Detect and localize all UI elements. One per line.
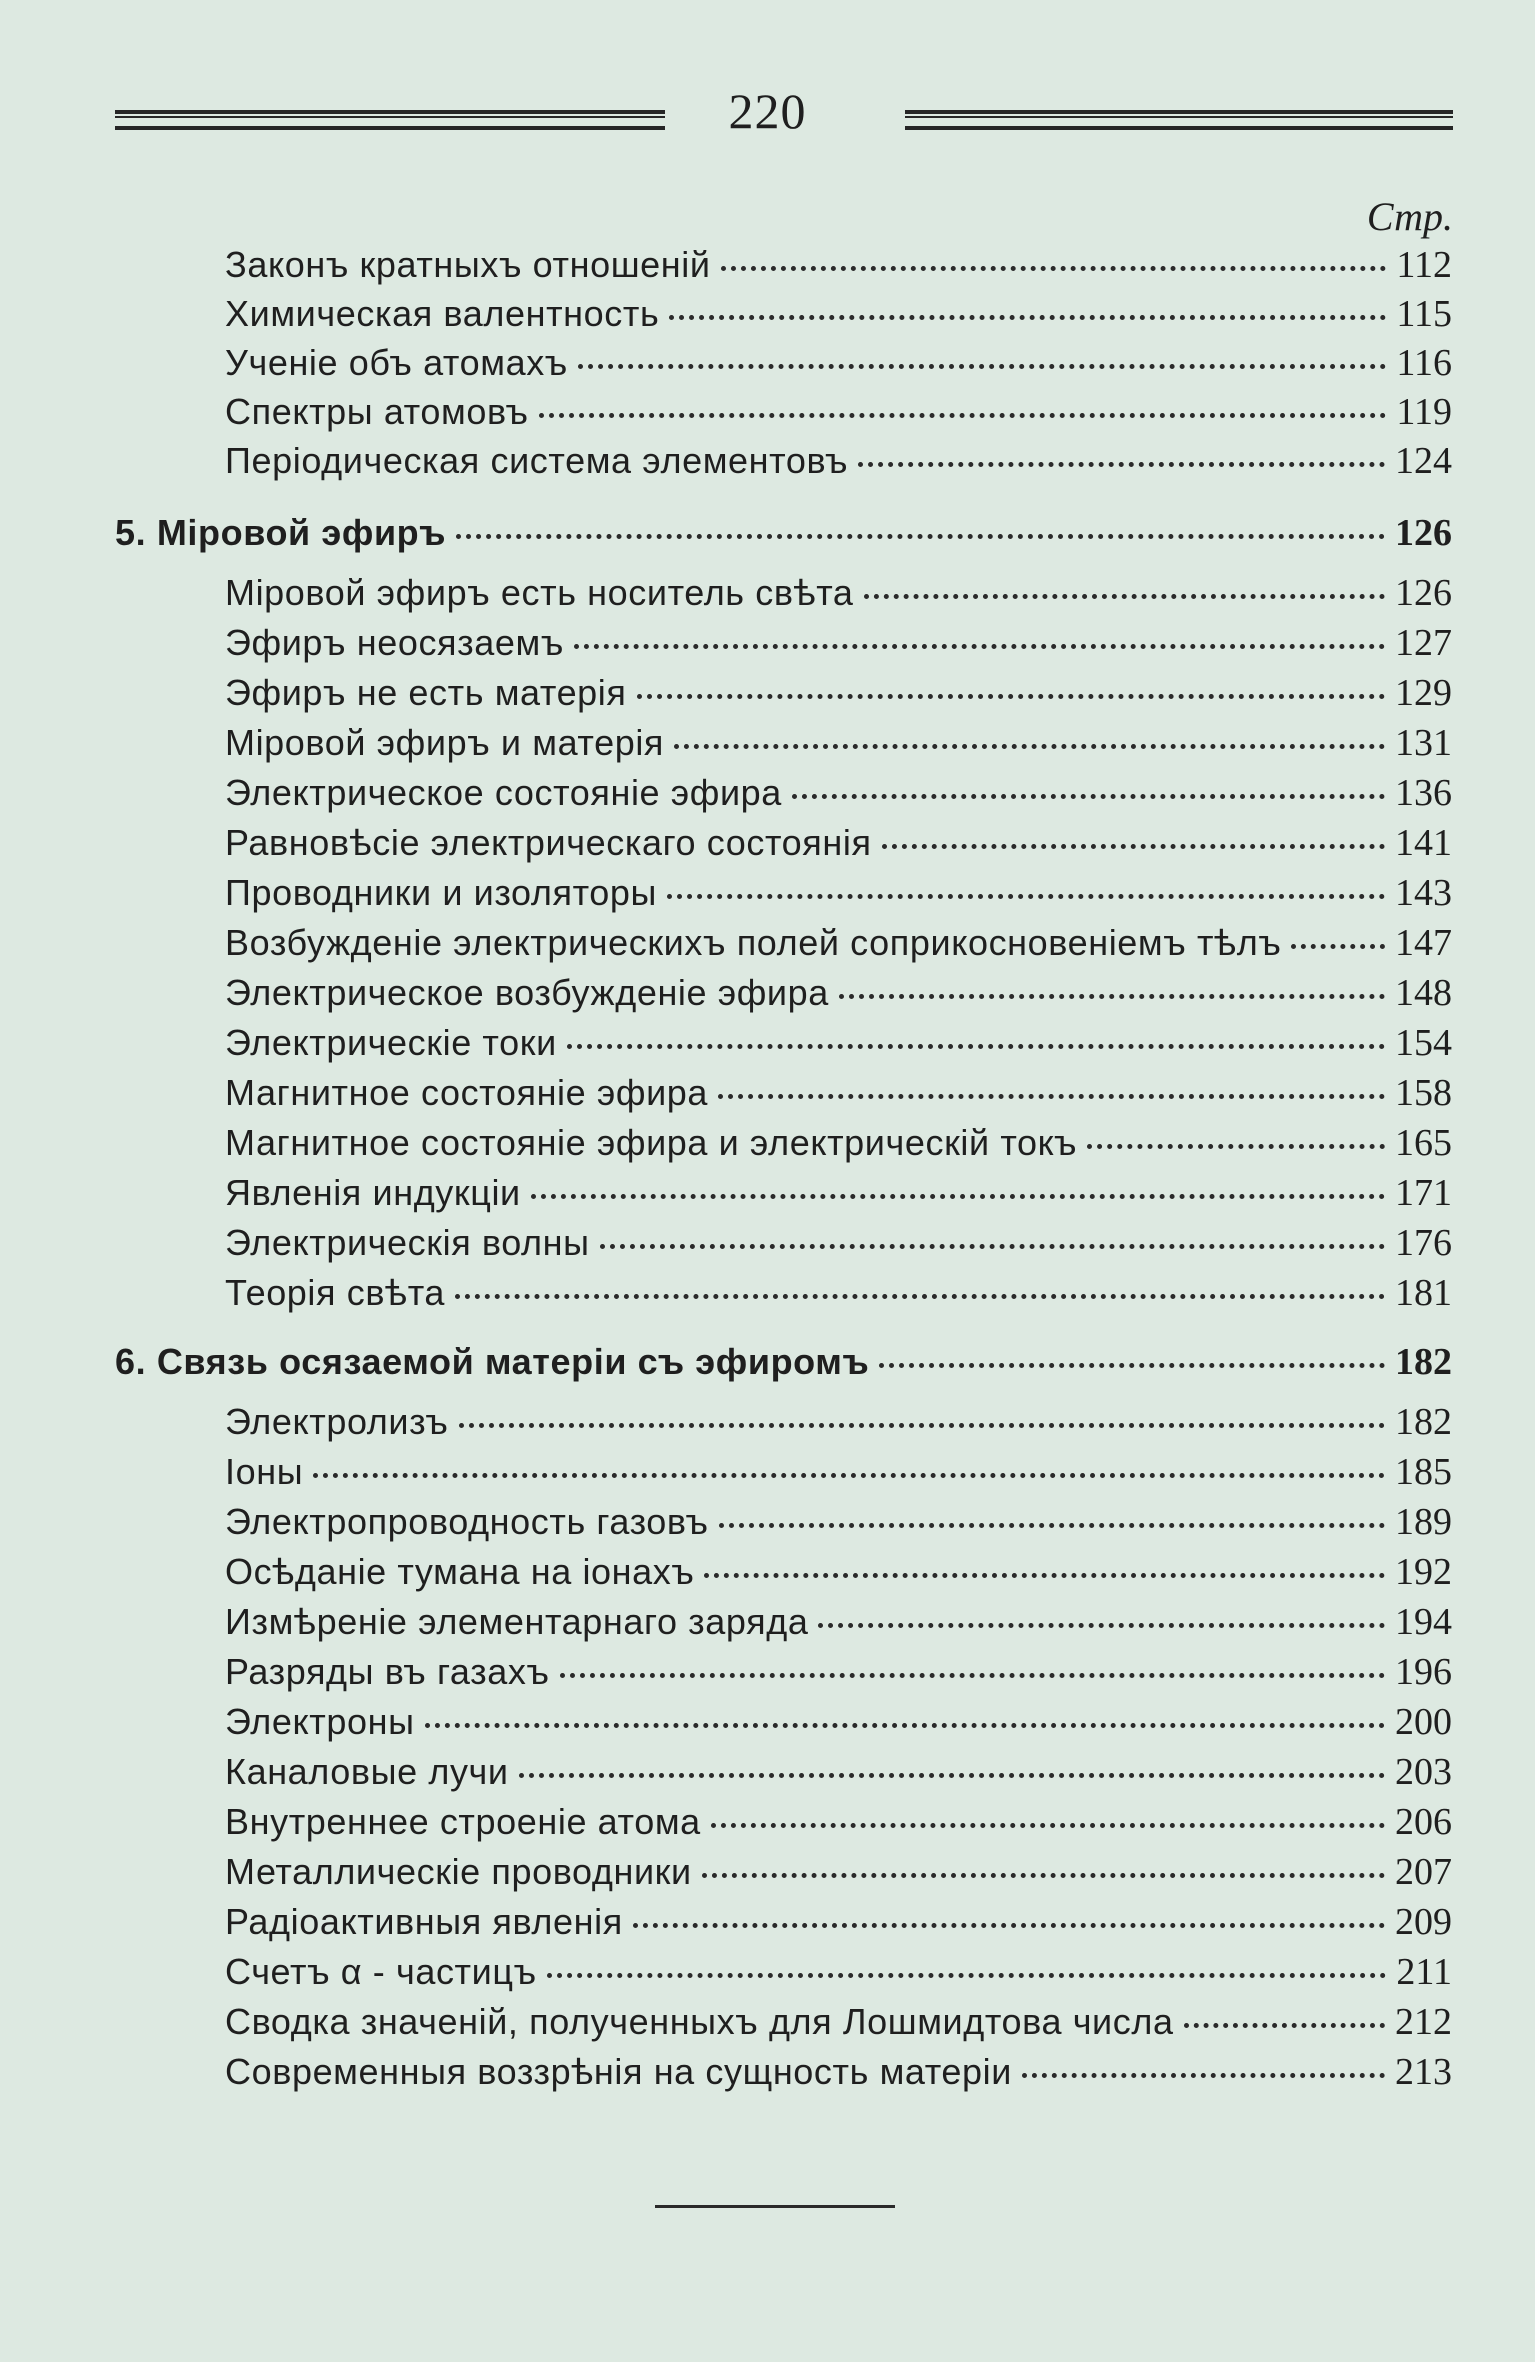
leader-dots (578, 364, 1387, 369)
leader-dots (574, 644, 1385, 649)
toc-entry (225, 1121, 1452, 1165)
entry-page: 119 (1396, 391, 1452, 433)
entry-page: 211 (1396, 1951, 1452, 1993)
leader-dots (1022, 2073, 1385, 2078)
section-page: 126 (1395, 512, 1452, 554)
leader-dots (567, 1044, 1385, 1049)
toc-entry (225, 1600, 1452, 1644)
entry-title: Міровой эфиръ есть носитель свѣта (225, 572, 854, 613)
toc-entry (225, 2000, 1452, 2044)
entry-page: 143 (1395, 872, 1452, 914)
entry-title: Магнитное состояніе эфира (225, 1072, 709, 1113)
toc-entry (225, 871, 1452, 915)
entry-title: Электроны (225, 1701, 415, 1742)
leader-dots (792, 794, 1385, 799)
entry-page: 147 (1395, 922, 1452, 964)
entry-title: Іоны (225, 1451, 304, 1492)
leader-dots (858, 462, 1385, 467)
toc-section-heading (115, 511, 1452, 555)
leader-dots (519, 1773, 1385, 1778)
page-column-label: Стр. (1366, 194, 1453, 239)
toc-entry (225, 1500, 1452, 1544)
toc-entry (225, 1550, 1452, 1594)
leader-dots (455, 1294, 1385, 1299)
entry-page: 141 (1395, 822, 1452, 864)
leader-dots (539, 413, 1387, 418)
leader-dots (839, 994, 1385, 999)
entry-page: 207 (1395, 1851, 1452, 1893)
leader-dots (669, 315, 1386, 320)
entry-page: 206 (1395, 1801, 1452, 1843)
entry-title: Каналовые лучи (225, 1751, 509, 1792)
toc-entry (225, 771, 1452, 815)
leader-dots (882, 844, 1385, 849)
toc-entry (225, 1750, 1452, 1794)
toc-entry (225, 671, 1452, 715)
entry-title: Возбужденіе электрическихъ полей соприкосновеніемъ тѣлъ (225, 922, 1282, 963)
leader-dots (1087, 1144, 1385, 1149)
toc-entry (225, 1800, 1452, 1844)
entry-title: Сводка значеній, полученныхъ для Лошмидтова числа (225, 2001, 1174, 2042)
leader-dots (531, 1194, 1385, 1199)
toc-entry (225, 1850, 1452, 1894)
entry-page: 165 (1395, 1122, 1452, 1164)
leader-dots (818, 1623, 1385, 1628)
toc-entry (225, 571, 1452, 615)
entry-title: Осѣданіе тумана на іонахъ (225, 1551, 695, 1592)
toc-entry (225, 243, 1452, 287)
entry-page: 158 (1395, 1072, 1452, 1114)
toc-entry (225, 921, 1452, 965)
leader-dots (560, 1673, 1385, 1678)
toc-entry (225, 390, 1452, 434)
entry-title: Разряды въ газахъ (225, 1651, 550, 1692)
entry-page: 176 (1395, 1222, 1452, 1264)
entry-page: 212 (1395, 2001, 1452, 2043)
entry-page: 203 (1395, 1751, 1452, 1793)
entry-page: 171 (1395, 1172, 1452, 1214)
entry-page: 185 (1395, 1451, 1452, 1493)
toc-entry (225, 1950, 1452, 1994)
leader-dots (547, 1973, 1387, 1978)
entry-page: 213 (1395, 2051, 1452, 2093)
entry-page: 136 (1395, 772, 1452, 814)
leader-dots (879, 1363, 1385, 1368)
entry-page: 116 (1396, 342, 1452, 384)
entry-page: 131 (1395, 722, 1452, 764)
entry-page: 154 (1395, 1022, 1452, 1064)
leader-dots (637, 694, 1386, 699)
toc-entry (225, 821, 1452, 865)
entry-title: Электрическіе токи (225, 1022, 557, 1063)
entry-title: Законъ кратныхъ отношеній (225, 244, 711, 285)
entry-page: 200 (1395, 1701, 1452, 1743)
entry-title: Міровой эфиръ и матерія (225, 722, 665, 763)
leader-dots (719, 1523, 1385, 1528)
leader-dots (633, 1923, 1385, 1928)
toc-entry (225, 1171, 1452, 1215)
entry-page: 115 (1396, 293, 1452, 335)
toc-entry (225, 439, 1452, 483)
toc-entry (225, 1221, 1452, 1265)
closing-rule (655, 2205, 895, 2208)
entry-page: 196 (1395, 1651, 1452, 1693)
entry-page: 189 (1395, 1501, 1452, 1543)
leader-dots (459, 1423, 1385, 1428)
toc-entry (225, 1271, 1452, 1315)
entry-title: Металлическіе проводники (225, 1851, 692, 1892)
entry-page: 126 (1395, 572, 1452, 614)
entry-title: Электропроводность газовъ (225, 1501, 709, 1542)
entry-title: Электрическое состояніе эфира (225, 772, 782, 813)
leader-dots (864, 594, 1385, 599)
entry-title: Эфиръ неосязаемъ (225, 622, 564, 663)
entry-page: 148 (1395, 972, 1452, 1014)
section-page: 182 (1395, 1341, 1452, 1383)
toc-entry (225, 1021, 1452, 1065)
toc-entry (225, 1450, 1452, 1494)
toc-entry (225, 721, 1452, 765)
toc-entry (225, 1071, 1452, 1115)
toc-section-heading (115, 1340, 1452, 1384)
entry-page: 124 (1395, 440, 1452, 482)
leader-dots (702, 1873, 1385, 1878)
toc-entry (225, 1400, 1452, 1444)
section-title: 5. Міровой эфиръ (115, 512, 447, 553)
entry-title: Электролизъ (225, 1401, 449, 1442)
entry-title: Счетъ α - частицъ (225, 1951, 537, 1992)
toc-entry (225, 621, 1452, 665)
entry-page: 192 (1395, 1551, 1452, 1593)
leader-dots (704, 1573, 1385, 1578)
entry-page: 182 (1395, 1401, 1452, 1443)
toc-entry (225, 341, 1452, 385)
toc-entry (225, 1650, 1452, 1694)
entry-title: Теорія свѣта (225, 1272, 446, 1313)
entry-page: 129 (1395, 672, 1452, 714)
toc-entry (225, 1700, 1452, 1744)
leader-dots (1184, 2023, 1385, 2028)
entry-title: Измѣреніе элементарнаго заряда (225, 1601, 809, 1642)
leader-dots (711, 1823, 1385, 1828)
entry-page: 181 (1395, 1272, 1452, 1314)
entry-title: Радіоактивныя явленія (225, 1901, 623, 1942)
entry-title: Явленія индукціи (225, 1172, 521, 1213)
entry-title: Періодическая система элементовъ (225, 440, 849, 481)
leader-dots (667, 894, 1385, 899)
entry-page: 209 (1395, 1901, 1452, 1943)
toc-entry (225, 1900, 1452, 1944)
leader-dots (313, 1473, 1385, 1478)
entry-page: 127 (1395, 622, 1452, 664)
leader-dots (600, 1244, 1385, 1249)
section-title: 6. Связь осязаемой матеріи съ эфиромъ (115, 1341, 870, 1382)
entry-page: 194 (1395, 1601, 1452, 1643)
leader-dots (718, 1094, 1385, 1099)
leader-dots (1291, 944, 1385, 949)
leader-dots (425, 1723, 1385, 1728)
toc-entry (225, 292, 1452, 336)
entry-title: Внутреннее строеніе атома (225, 1801, 701, 1842)
entry-title: Спектры атомовъ (225, 391, 529, 432)
entry-title: Современныя воззрѣнія на сущность матеріи (225, 2051, 1012, 2092)
entry-title: Эфиръ не есть матерія (225, 672, 627, 713)
entry-title: Магнитное состояніе эфира и электрическій токъ (225, 1122, 1078, 1163)
entry-page: 112 (1396, 244, 1452, 286)
entry-title: Ученіе объ атомахъ (225, 342, 568, 383)
entry-title: Электрическое возбужденіе эфира (225, 972, 829, 1013)
entry-title: Электрическія волны (225, 1222, 590, 1263)
toc-entry (225, 2050, 1452, 2094)
leader-dots (456, 534, 1385, 539)
leader-dots (674, 744, 1385, 749)
entry-title: Равновѣсіе электрическаго состоянія (225, 822, 872, 863)
toc-entry (225, 971, 1452, 1015)
leader-dots (721, 266, 1387, 271)
entry-title: Проводники и изоляторы (225, 872, 657, 913)
page-number: 220 (728, 83, 807, 139)
entry-title: Химическая валентность (225, 293, 660, 334)
